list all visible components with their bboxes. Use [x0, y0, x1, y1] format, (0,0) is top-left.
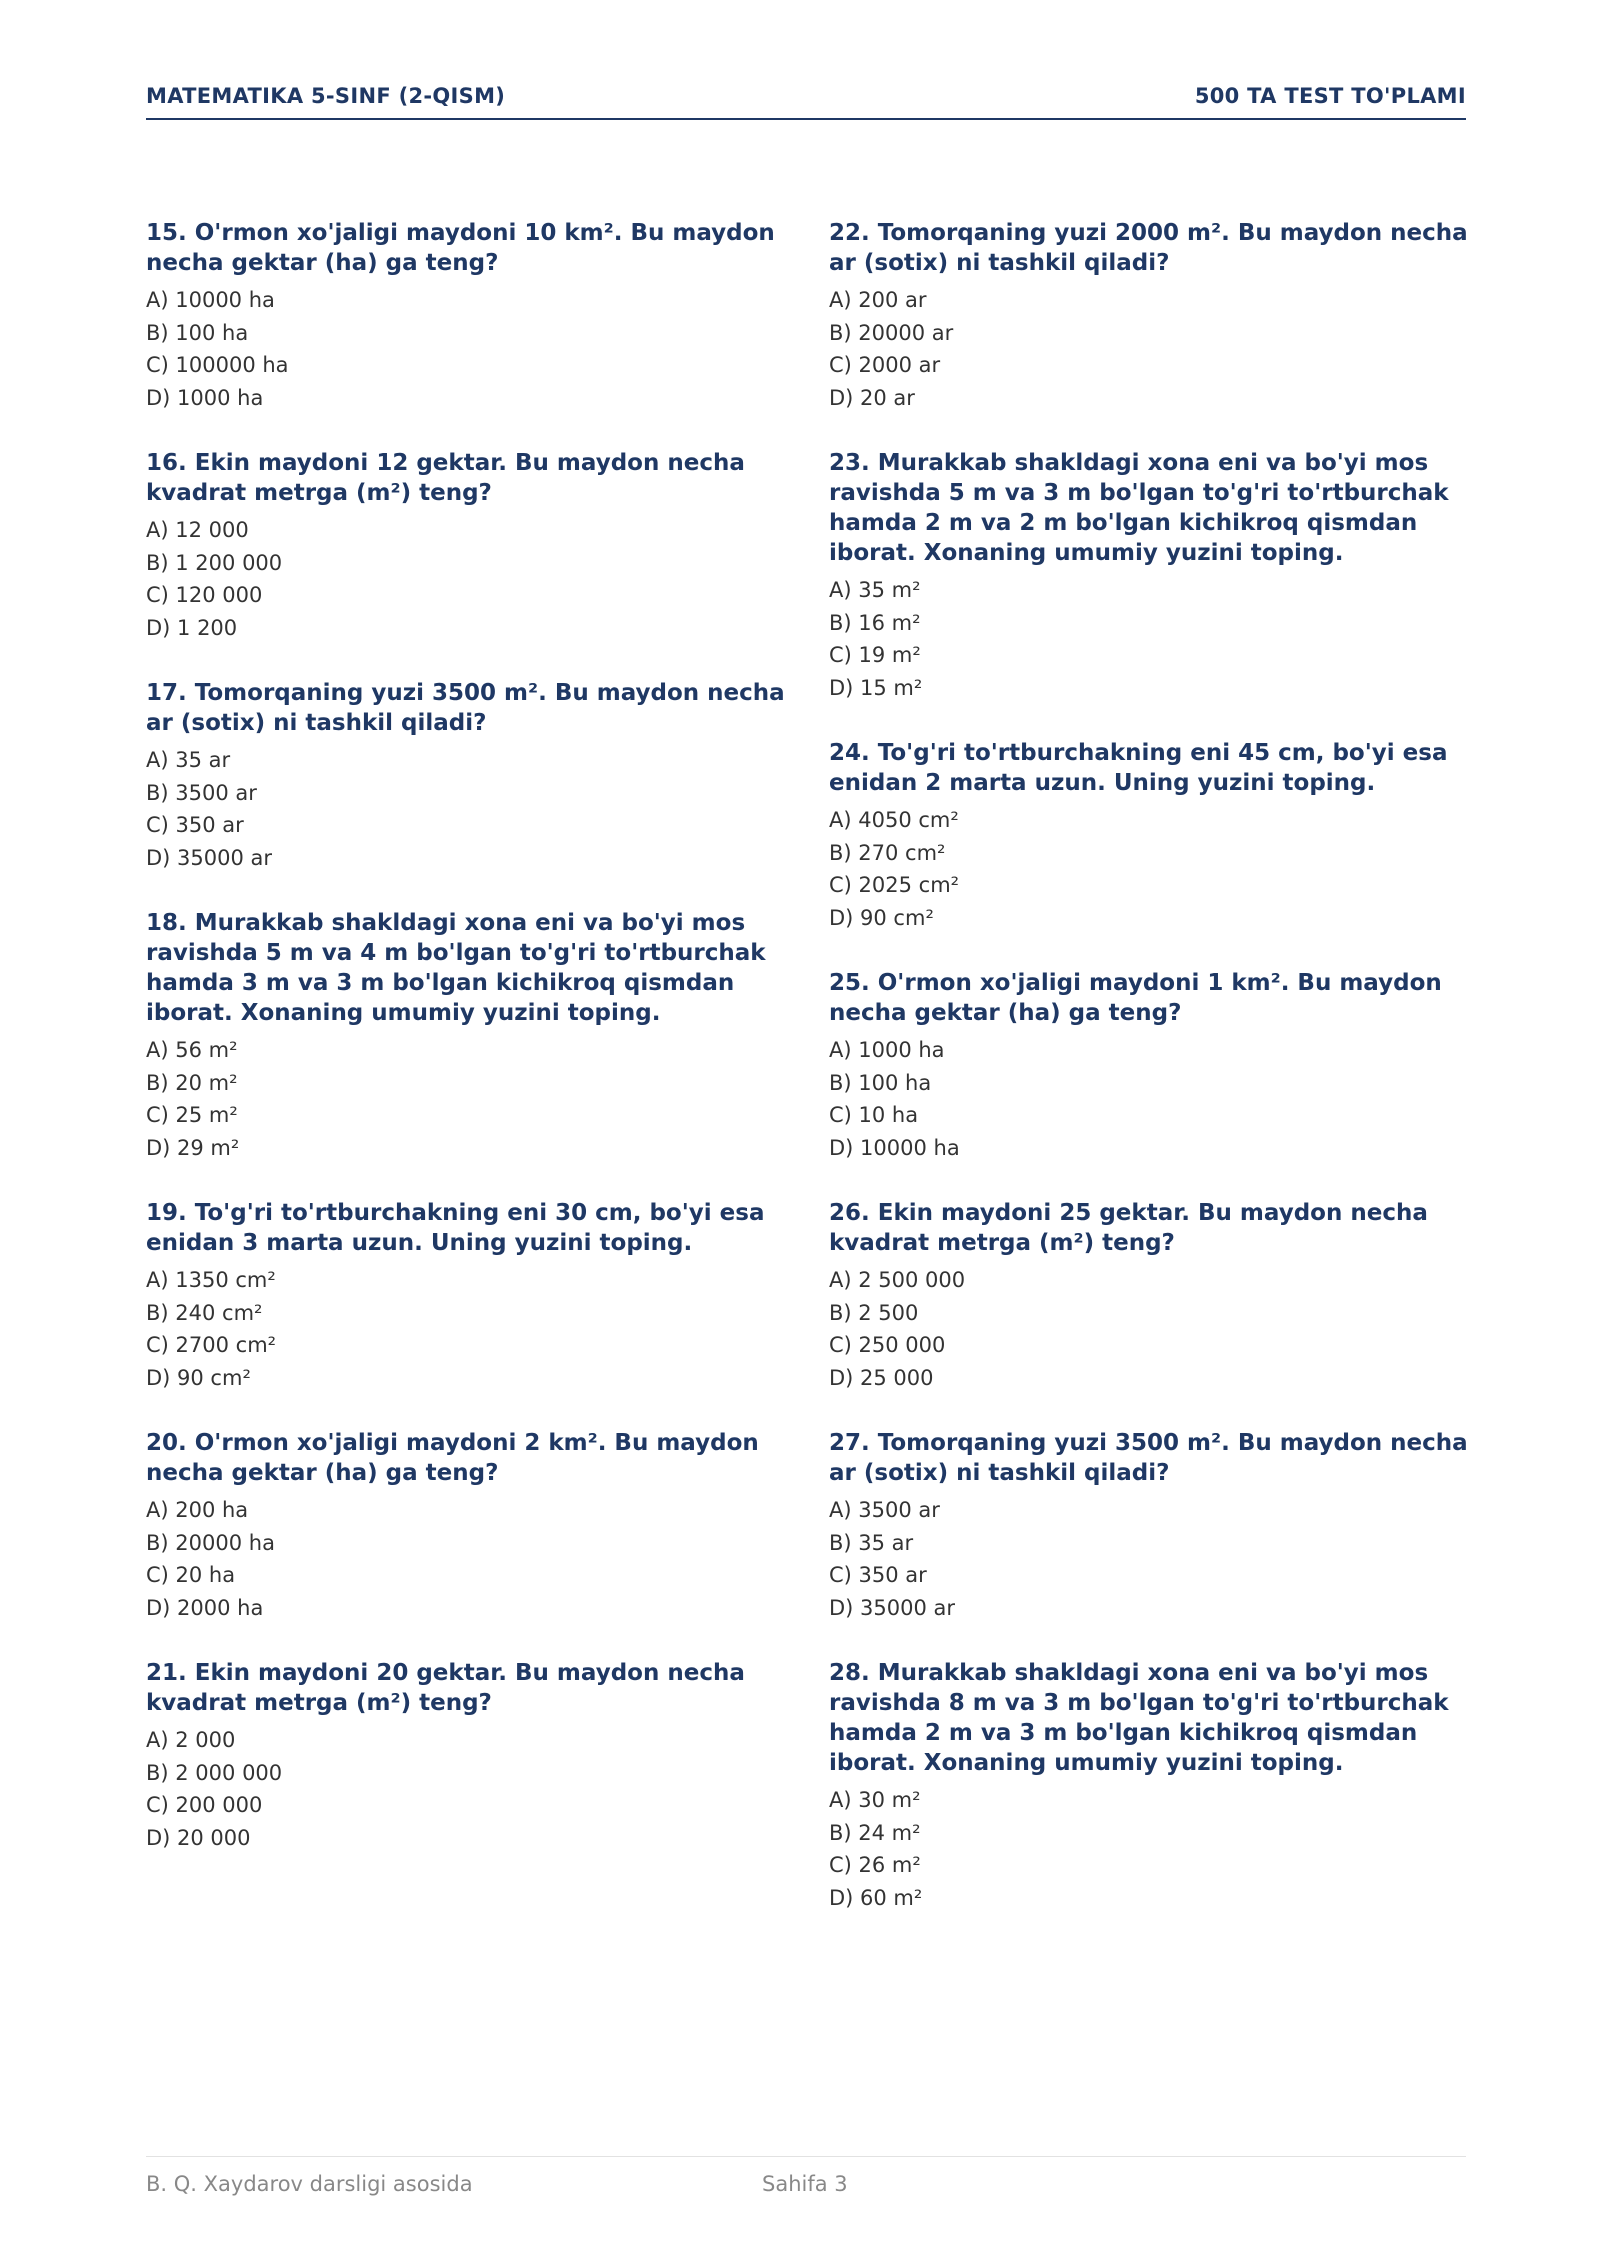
question-16	[146, 448, 786, 644]
question-22	[829, 218, 1469, 414]
option-a: A) 3500 ar	[829, 1498, 940, 1522]
option-a: A) 4050 cm²	[829, 808, 959, 832]
option-b: B) 2 000 000	[146, 1760, 283, 1785]
question-26	[829, 1198, 1469, 1394]
option-c: C) 250 000	[829, 1333, 946, 1357]
option-c: C) 120 000	[146, 583, 263, 607]
question-text: 27. Tomorqaning yuzi 3500 m². Bu maydon necha ar (sotix) ni tashkil qiladi?	[829, 1430, 1468, 1486]
option-a: A) 2 500 000	[829, 1268, 966, 1292]
option-b: B) 20 m²	[146, 1070, 238, 1095]
question-text: 17. Tomorqaning yuzi 3500 m². Bu maydon necha ar (sotix) ni tashkil qiladi?	[146, 680, 785, 736]
question-23	[829, 448, 1469, 704]
option-b: B) 24 m²	[829, 1820, 921, 1845]
option-c: C) 2000 ar	[829, 353, 941, 377]
page-number: Sahifa 3	[762, 2172, 848, 2196]
option-b: B) 2 500	[829, 1300, 919, 1325]
question-27	[829, 1428, 1469, 1624]
option-d: D) 25 000	[829, 1365, 934, 1390]
option-a: A) 12 000	[146, 518, 249, 542]
option-a: A) 56 m²	[146, 1038, 238, 1062]
option-d: D) 35000 ar	[146, 845, 273, 870]
option-b: B) 35 ar	[829, 1530, 914, 1555]
option-a: A) 2 000	[146, 1728, 236, 1752]
option-b: B) 1 200 000	[146, 550, 283, 575]
question-20	[146, 1428, 786, 1624]
question-text: 21. Ekin maydoni 20 gektar. Bu maydon necha kvadrat metrga (m²) teng?	[146, 1660, 745, 1716]
option-b: B) 270 cm²	[829, 840, 946, 865]
option-c: C) 20 ha	[146, 1563, 236, 1587]
option-c: C) 10 ha	[829, 1103, 919, 1127]
option-a: A) 35 ar	[146, 748, 231, 772]
footer-divider	[146, 2156, 1466, 2157]
option-b: B) 240 cm²	[146, 1300, 263, 1325]
question-25	[829, 968, 1469, 1164]
option-c: C) 19 m²	[829, 643, 921, 667]
question-text: 24. To'g'ri to'rtburchakning eni 45 cm, bo'yi esa enidan 2 marta uzun. Uning yuzini toping.	[829, 740, 1448, 796]
option-c: C) 26 m²	[829, 1853, 921, 1877]
option-d: D) 1000 ha	[146, 385, 264, 410]
option-d: D) 60 m²	[829, 1885, 923, 1910]
header-title: MATEMATIKA 5-SINF (2-QISM)	[146, 84, 506, 108]
question-19	[146, 1198, 786, 1394]
option-d: D) 20 000	[146, 1825, 251, 1850]
option-b: B) 20000 ha	[146, 1530, 275, 1555]
option-b: B) 100 ha	[829, 1070, 932, 1095]
question-text: 18. Murakkab shakldagi xona eni va bo'yi mos ravishda 5 m va 4 m bo'lgan to'g'ri to'rtburchak hamda 3 m va 3 m bo'lgan kichikroq qismdan iborat. Xonaning umumiy yuzini toping.	[146, 910, 766, 1026]
question-text: 16. Ekin maydoni 12 gektar. Bu maydon necha kvadrat metrga (m²) teng?	[146, 450, 745, 506]
option-c: C) 2025 cm²	[829, 873, 960, 897]
option-d: D) 2000 ha	[146, 1595, 264, 1620]
question-text: 22. Tomorqaning yuzi 2000 m². Bu maydon necha ar (sotix) ni tashkil qiladi?	[829, 220, 1468, 276]
option-c: C) 200 000	[146, 1793, 263, 1817]
option-b: B) 3500 ar	[146, 780, 257, 805]
question-text: 25. O'rmon xo'jaligi maydoni 1 km². Bu maydon necha gektar (ha) ga teng?	[829, 970, 1442, 1026]
left-question-column	[146, 218, 786, 1888]
option-d: D) 90 cm²	[829, 905, 934, 930]
question-21	[146, 1658, 786, 1854]
option-b: B) 100 ha	[146, 320, 249, 345]
option-d: D) 20 ar	[829, 385, 915, 410]
option-c: C) 350 ar	[146, 813, 244, 837]
option-a: A) 200 ar	[829, 288, 927, 312]
question-15	[146, 218, 786, 414]
option-b: B) 20000 ar	[829, 320, 954, 345]
option-b: B) 16 m²	[829, 610, 921, 635]
question-text: 20. O'rmon xo'jaligi maydoni 2 km². Bu maydon necha gektar (ha) ga teng?	[146, 1430, 759, 1486]
question-text: 26. Ekin maydoni 25 gektar. Bu maydon necha kvadrat metrga (m²) teng?	[829, 1200, 1428, 1256]
option-c: C) 2700 cm²	[146, 1333, 277, 1357]
question-text: 19. To'g'ri to'rtburchakning eni 30 cm, bo'yi esa enidan 3 marta uzun. Uning yuzini toping.	[146, 1200, 765, 1256]
question-text: 28. Murakkab shakldagi xona eni va bo'yi mos ravishda 8 m va 3 m bo'lgan to'g'ri to'rtburchak hamda 2 m va 3 m bo'lgan kichikroq qismdan iborat. Xonaning umumiy yuzini toping.	[829, 1660, 1449, 1776]
footer-source: B. Q. Xaydarov darsligi asosida	[146, 2172, 473, 2196]
option-c: C) 100000 ha	[146, 353, 289, 377]
question-24	[829, 738, 1469, 934]
question-17	[146, 678, 786, 874]
question-28	[829, 1658, 1469, 1914]
option-a: A) 200 ha	[146, 1498, 249, 1522]
option-d: D) 10000 ha	[829, 1135, 960, 1160]
option-a: A) 35 m²	[829, 578, 921, 602]
question-text: 15. O'rmon xo'jaligi maydoni 10 km². Bu maydon necha gektar (ha) ga teng?	[146, 220, 775, 276]
page-header	[146, 84, 1466, 120]
option-d: D) 1 200	[146, 615, 238, 640]
question-18	[146, 908, 786, 1164]
option-d: D) 29 m²	[146, 1135, 240, 1160]
option-a: A) 1350 cm²	[146, 1268, 276, 1292]
option-a: A) 10000 ha	[146, 288, 275, 312]
option-d: D) 90 cm²	[146, 1365, 251, 1390]
option-d: D) 35000 ar	[829, 1595, 956, 1620]
question-text: 23. Murakkab shakldagi xona eni va bo'yi mos ravishda 5 m va 3 m bo'lgan to'g'ri to'rtburchak hamda 2 m va 2 m bo'lgan kichikroq qismdan iborat. Xonaning umumiy yuzini toping.	[829, 450, 1449, 566]
option-c: C) 350 ar	[829, 1563, 927, 1587]
option-d: D) 15 m²	[829, 675, 923, 700]
option-c: C) 25 m²	[146, 1103, 238, 1127]
option-a: A) 30 m²	[829, 1788, 921, 1812]
header-collection-title: 500 TA TEST TO'PLAMI	[1194, 84, 1466, 108]
right-question-column	[829, 218, 1469, 1948]
option-a: A) 1000 ha	[829, 1038, 945, 1062]
